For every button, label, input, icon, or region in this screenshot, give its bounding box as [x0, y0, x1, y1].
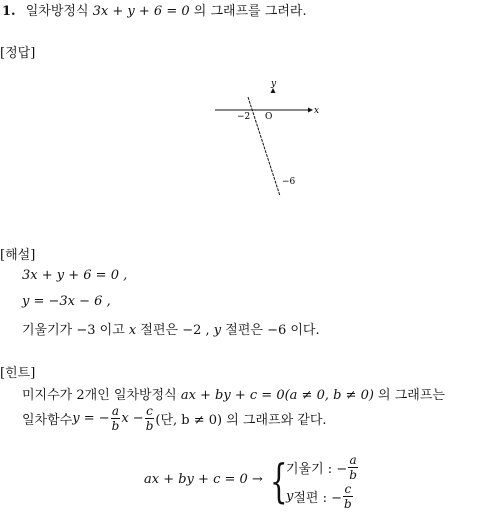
hint-y-intercept-fraction: $\frac{c}{b}$ [344, 481, 352, 511]
hint-line-2 [22, 400, 327, 436]
hint-line-2-a: 일차함수 [22, 412, 73, 428]
explanation-var-x: x [128, 323, 137, 338]
explanation-line-3-a: 기울기가 −3 이고 [22, 323, 129, 338]
hint-slope-label: 기울기 : − [286, 461, 348, 477]
answer-header: [정답] [0, 46, 36, 61]
hint-line-2-mid: x − [121, 410, 144, 426]
hint-line-1-b: 의 그래프는 [373, 388, 445, 403]
problem-number: 1. [2, 4, 16, 19]
explanation-line-3-c: 절편은 −6 이다. [221, 323, 320, 338]
hint-y-intercept-var: y [286, 488, 294, 504]
x-axis-arrow-icon [308, 108, 313, 113]
y-intercept-label: −6 [282, 177, 296, 187]
x-intercept-label: −2 [237, 112, 251, 122]
problem-equation: 3x + y + 6 = 0 [92, 4, 190, 19]
explanation-var-y: y [213, 323, 222, 338]
explanation-line-1: 3x + y + 6 = 0 , [22, 268, 128, 283]
y-axis-label: y [271, 79, 277, 89]
hint-summary-lhs: ax + by + c = 0 → [144, 472, 263, 487]
x-axis-label: x [314, 106, 320, 116]
explanation-line-2: y = −3x − 6 , [22, 294, 111, 309]
problem-text-before: 일차방정식 [25, 4, 93, 19]
hint-slope-line [286, 452, 359, 482]
hint-fraction-c-over-b: $\frac{c}{b}$ [145, 403, 154, 433]
hint-header: [힌트] [0, 366, 36, 381]
hint-line-1-a: 미지수가 2개인 일차방정식 [22, 388, 181, 403]
hint-line-2-y: y = − [72, 410, 110, 426]
hint-y-intercept-label: 절편 : − [293, 490, 343, 506]
explanation-line-3 [22, 319, 320, 338]
explanation-header: [해설] [0, 248, 36, 263]
problem-statement [2, 0, 307, 19]
answer-graph [205, 75, 330, 205]
hint-line-2-b: (단, b ≠ 0) 의 그래프와 같다. [155, 412, 327, 428]
hint-y-intercept-line [286, 481, 354, 511]
origin-label: O [265, 112, 273, 122]
hint-line-1-equation: ax + by + c = 0(a ≠ 0, b ≠ 0) [180, 388, 374, 403]
problem-text-after: 의 그래프를 그려라. [189, 4, 307, 19]
explanation-line-3-b: 절편은 −2 , [136, 323, 214, 338]
graph-line [248, 97, 280, 196]
hint-slope-fraction: $\frac{a}{b}$ [349, 452, 357, 482]
hint-fraction-a-over-b: $\frac{a}{b}$ [111, 403, 120, 433]
brace-icon: { [270, 454, 288, 508]
